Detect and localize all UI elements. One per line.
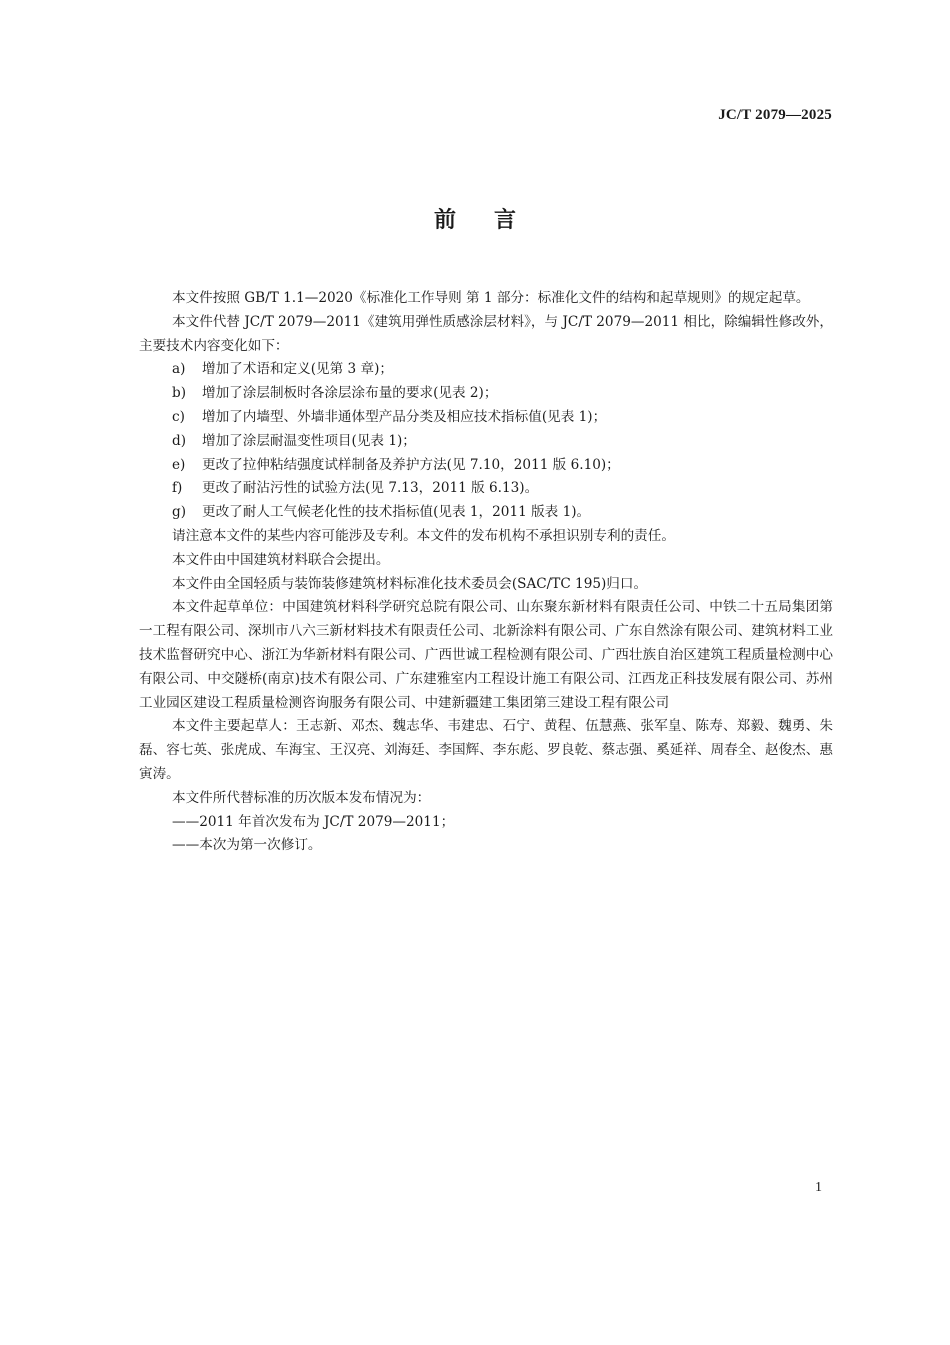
list-item-text: 增加了涂层耐温变性项目(见表 1)； <box>202 432 416 449</box>
page-number: 1 <box>815 1180 822 1195</box>
list-item-label: e) <box>172 456 186 473</box>
changes-list <box>139 358 833 525</box>
list-item <box>139 382 833 406</box>
list-item <box>139 430 833 454</box>
list-item <box>139 501 833 525</box>
list-item <box>139 454 833 478</box>
list-item <box>139 406 833 430</box>
history-item: ——本次为第一次修订。 <box>172 837 322 854</box>
list-item-label: b) <box>172 385 187 402</box>
paragraph-replacement: 本文件代替 JC/T 2079—2011《建筑用弹性质感涂层材料》，与 JC/T 2079—2011 相比，除编辑性修改外，主要技术内容变化如下： <box>139 313 833 354</box>
page-title <box>0 203 950 234</box>
list-item-label: d) <box>172 432 187 449</box>
list-item <box>139 358 833 382</box>
paragraph-basis: 本文件按照 GB/T 1.1—2020《标准化工作导则 第 1 部分：标准化文件的结构和起草规则》的规定起草。 <box>172 290 810 306</box>
title-char-1: 前 <box>433 208 456 233</box>
paragraph-patent: 请注意本文件的某些内容可能涉及专利。本文件的发布机构不承担识别专利的责任。 <box>172 527 675 544</box>
list-item-label: g) <box>172 504 187 521</box>
list-item-label: f) <box>172 480 183 497</box>
list-item-text: 增加了涂层制板时各涂层涂布量的要求(见表 2)； <box>202 385 498 402</box>
paragraph-proposer: 本文件由中国建筑材料联合会提出。 <box>172 551 390 568</box>
list-item <box>139 477 833 501</box>
paragraph-drafters: 本文件主要起草人：王志新、邓杰、魏志华、韦建忠、石宁、黄程、伍慧燕、张军皇、陈寿、郑毅、魏勇、朱磊、容七英、张虎成、车海宝、王汉亮、刘海廷、李国辉、李东彪、罗良乾、蔡志强、奚延祥、周春全、赵俊杰、惠寅涛。 <box>139 718 833 782</box>
list-item-label: c) <box>172 408 185 425</box>
list-item-text: 更改了耐沾污性的试验方法(见 7.13，2011 版 6.13)。 <box>202 480 539 497</box>
list-item-text: 更改了耐人工气候老化性的技术指标值(见表 1，2011 版表 1)。 <box>202 504 591 521</box>
paragraph-committee: 本文件由全国轻质与装饰装修建筑材料标准化技术委员会(SAC/TC 195)归口。 <box>172 575 648 592</box>
paragraph-drafting-units: 本文件起草单位：中国建筑材料科学研究总院有限公司、山东聚东新材料有限责任公司、中铁二十五局集团第一工程有限公司、深圳市八六三新材料技术有限责任公司、北新涂料有限公司、广东自然涂有限公司、建筑材料工业技术监督研究中心、浙江为华新材料有限公司、广西世诚工程检测有限公司、广西壮族自治区建筑工程质量检测中心有限公司、中交隧桥(南京)技术有限公司、广东建雅室内工程设计施工有限公司、江西龙正科技发展有限公司、苏州工业园区建设工程质量检测咨询服务有限公司、中建新疆建工集团第三建设工程有限公司 <box>139 599 833 711</box>
paragraph-history-intro: 本文件所代替标准的历次版本发布情况为： <box>172 789 431 806</box>
list-item-text: 更改了拉伸粘结强度试样制备及养护方法(见 7.10，2011 版 6.10)； <box>202 456 620 473</box>
list-item-text: 增加了术语和定义(见第 3 章)； <box>202 361 394 378</box>
list-item-label: a) <box>172 361 186 378</box>
standard-number: JC/T 2079—2025 <box>718 107 832 123</box>
document-body <box>139 287 833 858</box>
title-char-2: 言 <box>494 208 517 233</box>
history-item: ——2011 年首次发布为 JC/T 2079—2011； <box>172 813 455 830</box>
list-item-text: 增加了内墙型、外墙非通体型产品分类及相应技术指标值(见表 1)； <box>202 408 607 425</box>
